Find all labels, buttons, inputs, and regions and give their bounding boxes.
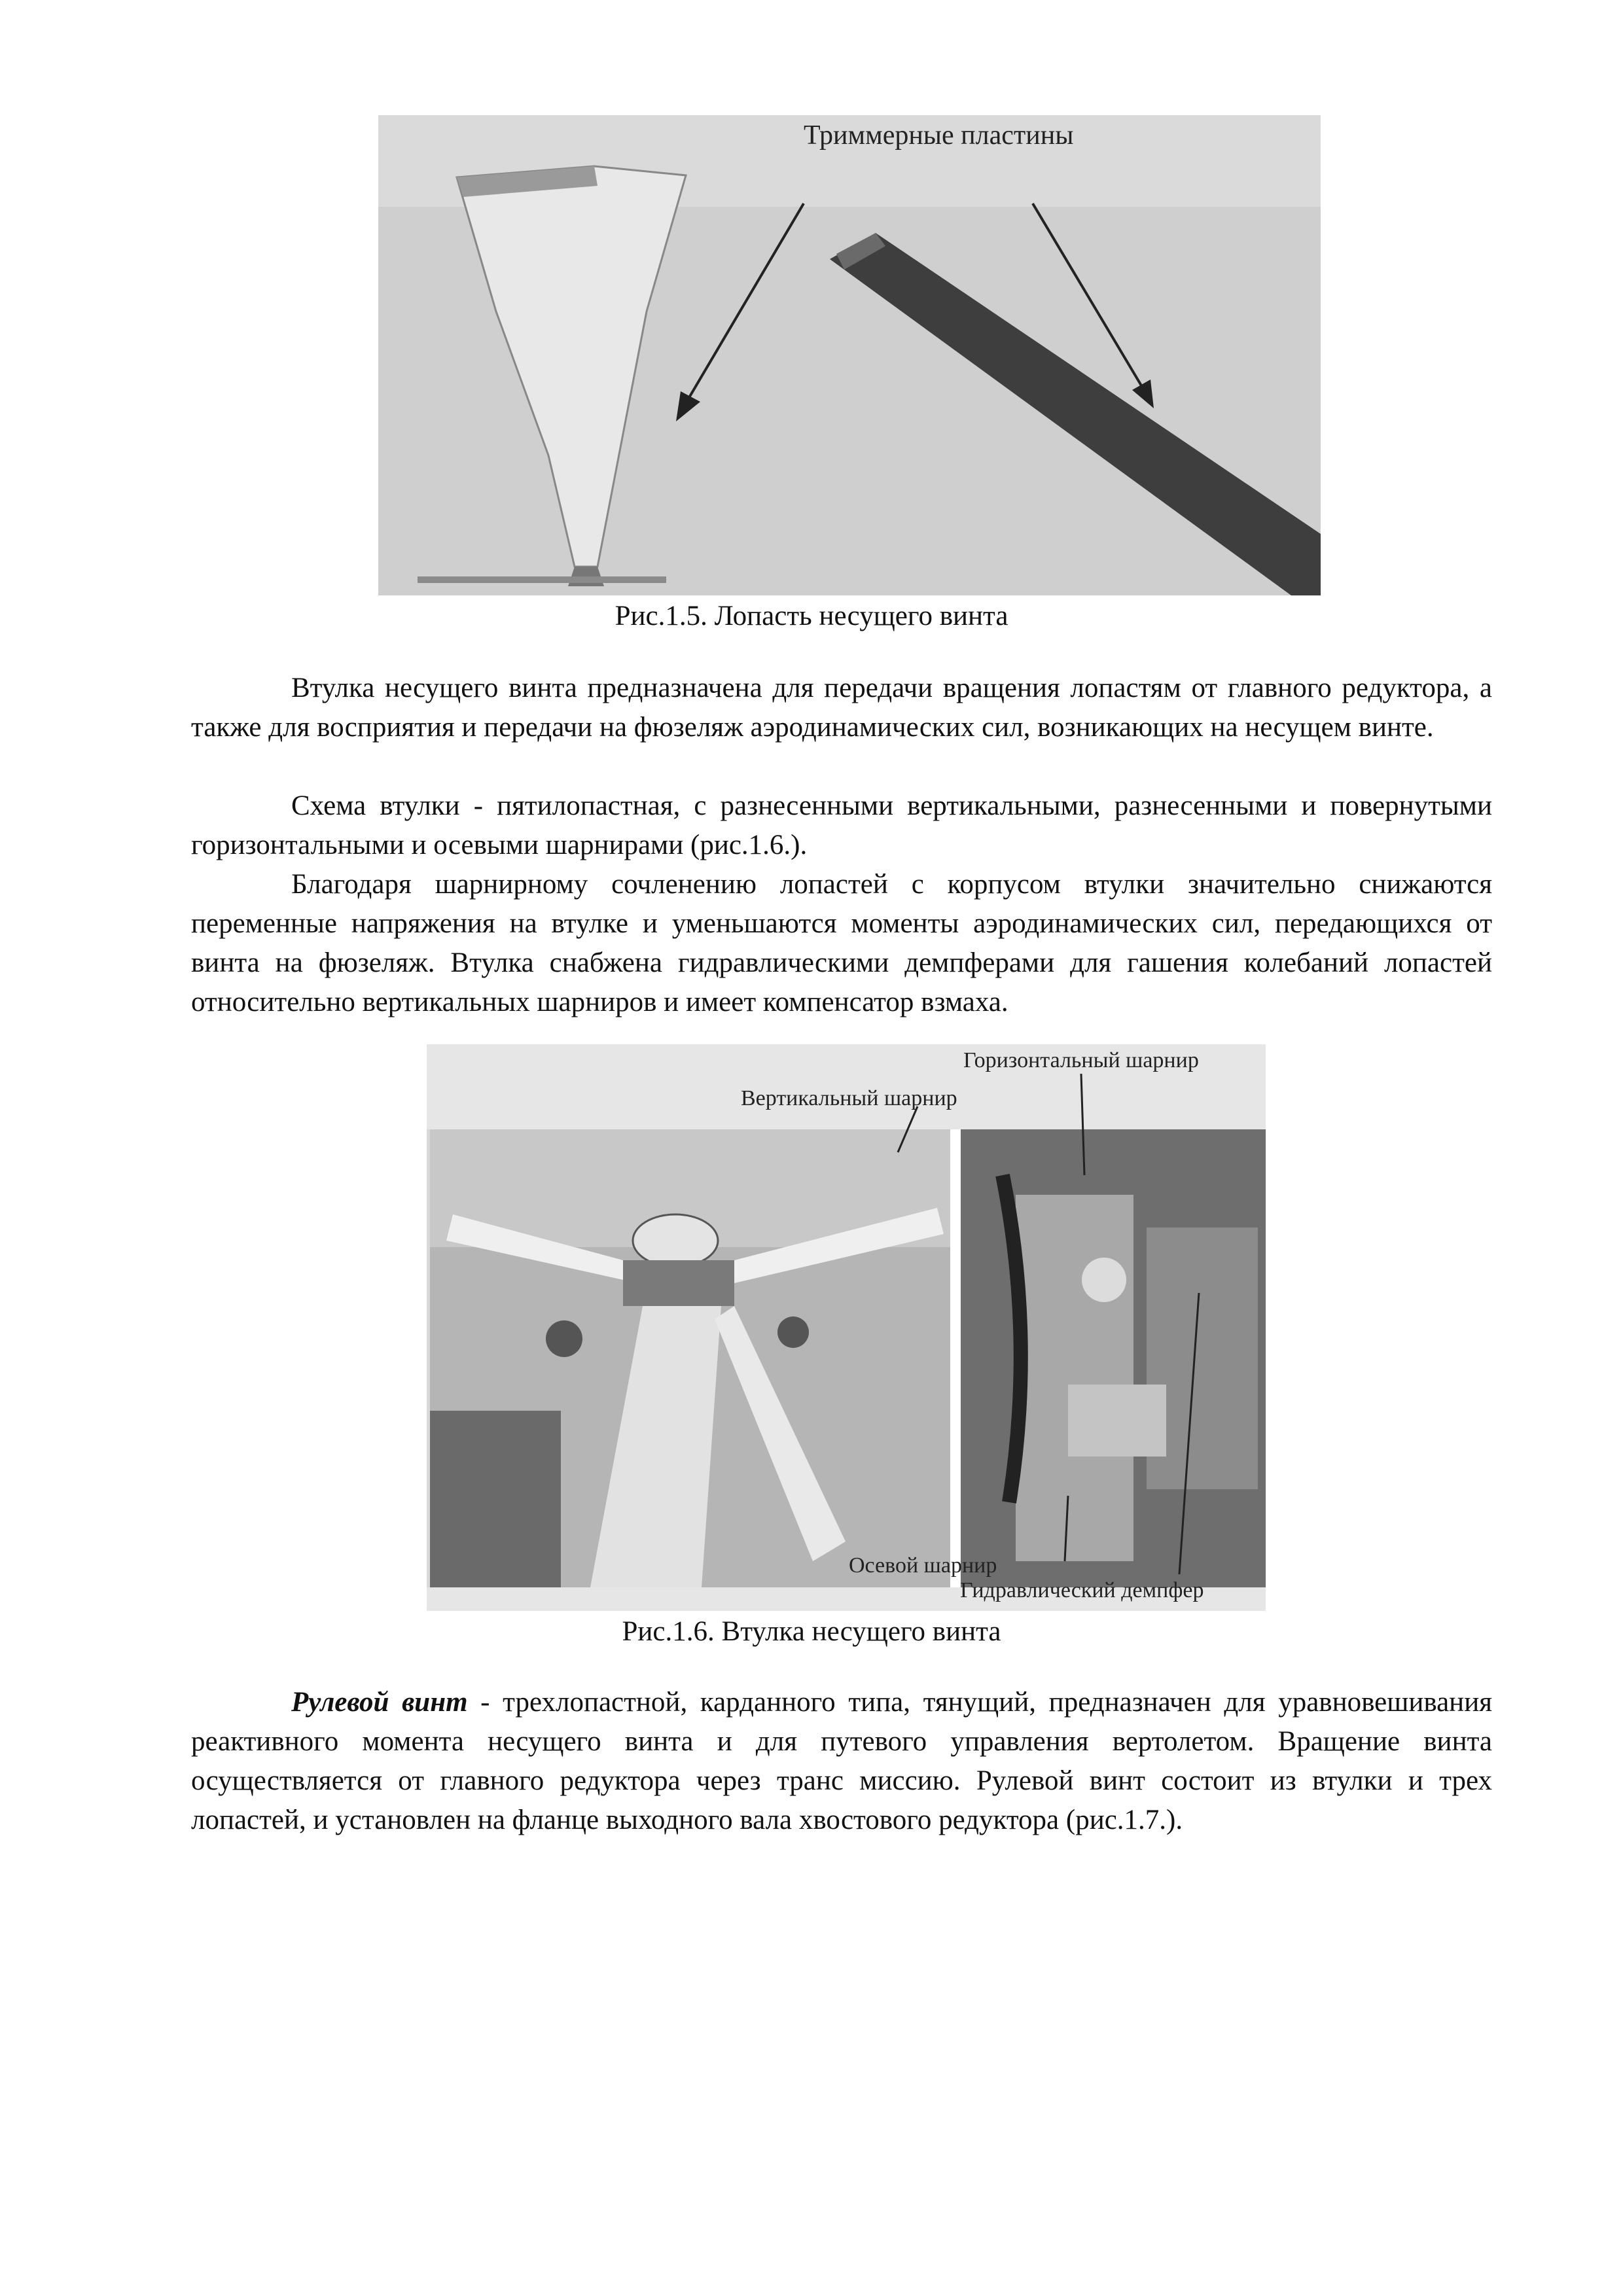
axial-hinge-label: Осевой шарнир bbox=[849, 1553, 997, 1578]
tail-rotor-term: Рулевой винт bbox=[291, 1687, 468, 1718]
hydraulic-damper-label: Гидравлический демпфер bbox=[960, 1578, 1204, 1602]
paragraph-hub-scheme: Схема втулки - пятилопастная, с разнесенными вертикальными, разнесенными и повернутыми горизонтальными и осевыми шарнирами (рис.1.6.). bbox=[191, 790, 1492, 860]
figure-rotor-hub-photo bbox=[427, 1044, 1266, 1611]
figure-rotor-blade-photo bbox=[378, 115, 1321, 595]
paragraph-hinges: Благодаря шарнирному сочленению лопастей с корпусом втулки значительно снижаются переменные напряжения на втулке и уменьшаются моменты аэродинамических сил, передающихся от винта на фюзеляж. Втулка снабжена гидравлическими демпферами для гашения колебаний лопастей относительно вертикальных шарниров и имеет компенсатор взмаха. bbox=[191, 869, 1492, 1017]
vertical-hinge-label: Вертикальный шарнир bbox=[741, 1086, 957, 1110]
paragraph-hub-purpose: Втулка несущего винта предназначена для передачи вращения лопастям от главного редуктора, а также для восприятия и передачи на фюзеляж аэродинамических сил, возникающих на несущем винте. bbox=[191, 673, 1492, 743]
figure-1-6-caption: Рис.1.6. Втулка несущего винта bbox=[622, 1616, 1001, 1647]
rotor-hub-image bbox=[427, 1044, 1266, 1611]
paragraph-tail-rotor bbox=[191, 1683, 1492, 1840]
tail-rotor-text: - трехлопастной, карданного типа, тянущий, предназначен для уравновешивания реактивного момента несущего винта и для путевого управления вертолетом. Вращение винта осуществляется от главного редуктора через транс миссию. Рулевой винт состоит из втулки и трех лопастей, и установлен на фланце выходного вала хвостового редуктора (рис.1.7.). bbox=[191, 1687, 1492, 1835]
figure-1-5-caption: Рис.1.5. Лопасть несущего винта bbox=[615, 601, 1008, 631]
horizontal-hinge-label: Горизонтальный шарнир bbox=[963, 1048, 1199, 1072]
trim-tabs-label: Триммерные пластины bbox=[804, 120, 1074, 150]
rotor-blade-image bbox=[378, 115, 1321, 595]
